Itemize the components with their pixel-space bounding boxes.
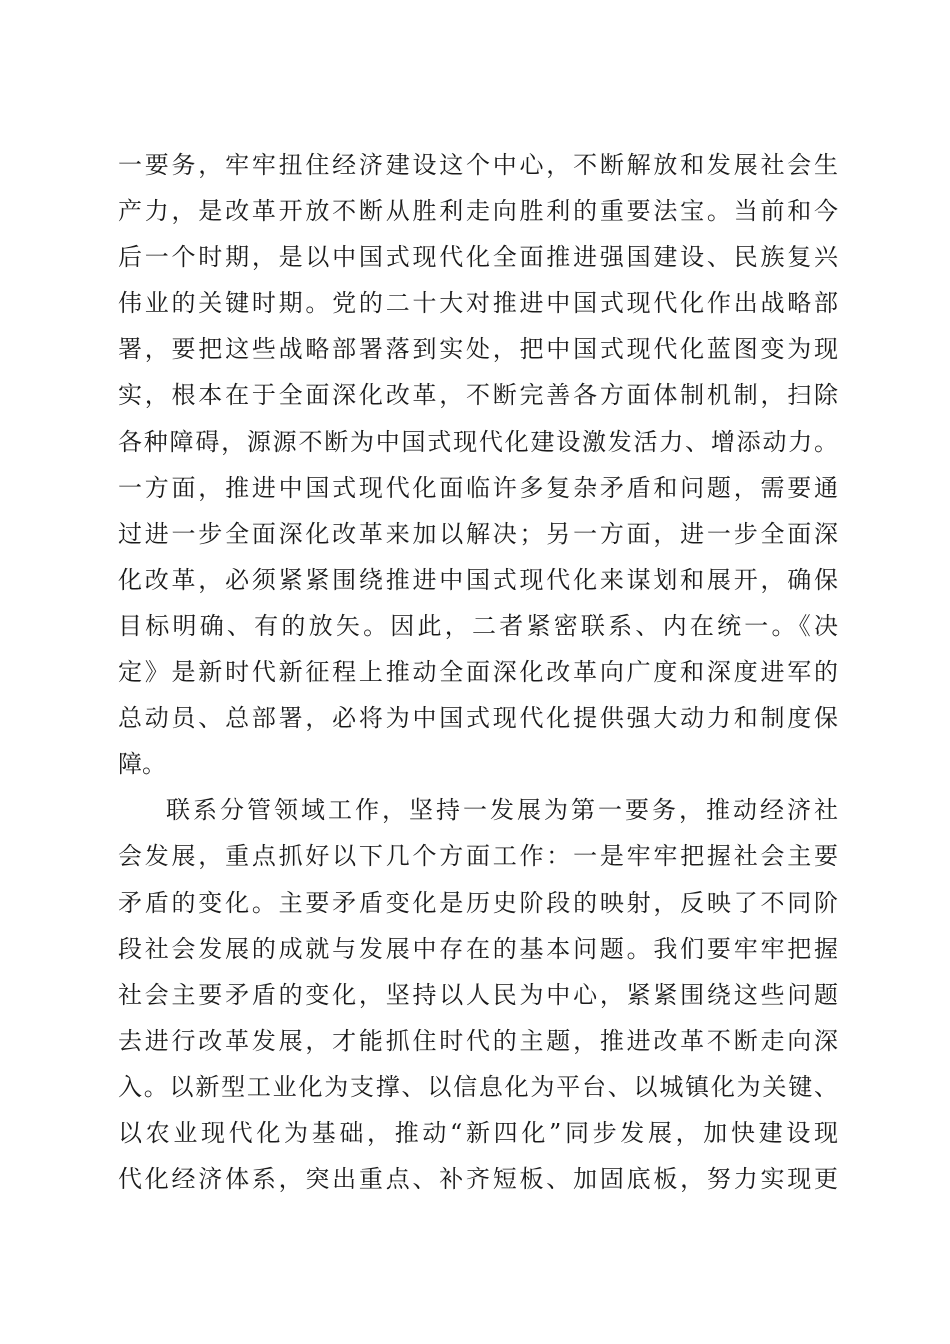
text-line: 一方面，推进中国式现代化面临许多复杂矛盾和问题，需要通 [118,473,838,502]
text-line: 化改革，必须紧紧围绕推进中国式现代化来谋划和展开，确保 [118,565,838,594]
text-line: 去进行改革发展，才能抓住时代的主题，推进改革不断走向深 [118,1026,838,1055]
text-line: 产力，是改革开放不断从胜利走向胜利的重要法宝。当前和今 [118,197,838,226]
paragraph-1 [118,142,838,787]
text-line: 过进一步全面深化改革来加以解决；另一方面，进一步全面深 [118,519,838,548]
text-line-indented: 联系分管领域工作，坚持一发展为第一要务，推动经济社 [166,796,838,825]
text-line: 会发展，重点抓好以下几个方面工作：一是牢牢把握社会主要 [118,842,838,871]
text-line: 段社会发展的成就与发展中存在的基本问题。我们要牢牢把握 [118,934,838,963]
document-body [118,142,838,1202]
text-line: 署，要把这些战略部署落到实处，把中国式现代化蓝图变为现 [118,335,838,364]
text-line: 以农业现代化为基础，推动“新四化”同步发展，加快建设现 [118,1118,838,1147]
text-line: 目标明确、有的放矢。因此，二者紧密联系、内在统一。《决 [118,611,838,640]
paragraph-2 [118,787,838,1202]
text-line: 障。 [118,750,166,779]
text-line: 一要务，牢牢扭住经济建设这个中心，不断解放和发展社会生 [118,151,838,179]
text-line: 总动员、总部署，必将为中国式现代化提供强大动力和制度保 [118,704,838,733]
text-line: 伟业的关键时期。党的二十大对推进中国式现代化作出战略部 [118,289,838,318]
text-line: 代化经济体系，突出重点、补齐短板、加固底板，努力实现更 [118,1165,838,1194]
text-line: 矛盾的变化。主要矛盾变化是历史阶段的映射，反映了不同阶 [118,888,838,917]
text-line: 各种障碍，源源不断为中国式现代化建设激发活力、增添动力。 [118,427,838,456]
text-line: 实，根本在于全面深化改革，不断完善各方面体制机制，扫除 [118,381,838,410]
text-line: 定》是新时代新征程上推动全面深化改革向广度和深度进军的 [118,658,838,687]
text-line: 入。以新型工业化为支撑、以信息化为平台、以城镇化为关键、 [118,1072,838,1101]
text-line: 社会主要矛盾的变化，坚持以人民为中心，紧紧围绕这些问题 [118,980,838,1009]
text-line: 后一个时期，是以中国式现代化全面推进强国建设、民族复兴 [118,243,838,272]
